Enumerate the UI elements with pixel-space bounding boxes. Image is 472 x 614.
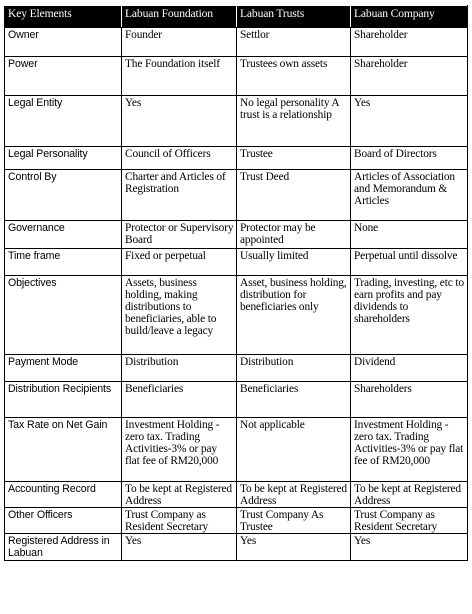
row-label: Payment Mode: [5, 355, 122, 382]
cell-trusts: Not applicable: [237, 418, 351, 482]
cell-company: Dividend: [351, 355, 468, 382]
cell-company: Articles of Association and Memorandum & Articles: [351, 170, 468, 221]
row-label: Objectives: [5, 276, 122, 355]
cell-company: Shareholders: [351, 382, 468, 418]
header-labuan-trusts: Labuan Trusts: [237, 6, 351, 28]
cell-trusts: Beneficiaries: [237, 382, 351, 418]
cell-foundation: Charter and Articles of Registration: [122, 170, 237, 221]
cell-foundation: To be kept at Registered Address: [122, 482, 237, 508]
cell-trusts: Settlor: [237, 28, 351, 57]
table-row-tax-rate: [5, 418, 468, 482]
header-labuan-company: Labuan Company: [351, 6, 468, 28]
table-row-control-by: [5, 170, 468, 221]
cell-trusts: Distribution: [237, 355, 351, 382]
row-label: Other Officers: [5, 508, 122, 534]
cell-company: Perpetual until dissolve: [351, 249, 468, 276]
cell-foundation: Yes: [122, 534, 237, 561]
cell-company: Yes: [351, 534, 468, 561]
row-label: Distribution Recipients: [5, 382, 122, 418]
table-row-payment-mode: [5, 355, 468, 382]
cell-company: None: [351, 221, 468, 249]
cell-trusts: To be kept at Registered Address: [237, 482, 351, 508]
cell-company: Trading, investing, etc to earn profits and pay dividends to shareholders: [351, 276, 468, 355]
row-label: Legal Personality: [5, 147, 122, 170]
header-key-elements: Key Elements: [5, 6, 122, 28]
cell-trusts: Trustee: [237, 147, 351, 170]
cell-foundation: Distribution: [122, 355, 237, 382]
table-header-row: [5, 6, 468, 28]
row-label: Owner: [5, 28, 122, 57]
cell-trusts: Protector may be appointed: [237, 221, 351, 249]
row-label: Registered Address in Labuan: [5, 534, 122, 561]
cell-foundation: Founder: [122, 28, 237, 57]
header-labuan-foundation: Labuan Foundation: [122, 6, 237, 28]
cell-foundation: Protector or Supervisory Board: [122, 221, 237, 249]
labuan-comparison-table: [4, 5, 468, 561]
row-label: Control By: [5, 170, 122, 221]
cell-trusts: Trust Deed: [237, 170, 351, 221]
table-row-accounting-record: [5, 482, 468, 508]
cell-foundation: Trust Company as Resident Secretary: [122, 508, 237, 534]
table-row-time-frame: [5, 249, 468, 276]
cell-company: To be kept at Registered Address: [351, 482, 468, 508]
cell-foundation: Yes: [122, 96, 237, 147]
table-row-owner: [5, 28, 468, 57]
row-label: Governance: [5, 221, 122, 249]
cell-trusts: No legal personality A trust is a relationship: [237, 96, 351, 147]
cell-trusts: Asset, business holding, distribution for beneficiaries only: [237, 276, 351, 355]
table-row-distribution-recipients: [5, 382, 468, 418]
table-row-objectives: [5, 276, 468, 355]
cell-foundation: Council of Officers: [122, 147, 237, 170]
row-label: Tax Rate on Net Gain: [5, 418, 122, 482]
cell-trusts: Yes: [237, 534, 351, 561]
comparison-table-wrapper: [4, 5, 467, 561]
row-label: Legal Entity: [5, 96, 122, 147]
cell-foundation: Beneficiaries: [122, 382, 237, 418]
table-row-registered-address: [5, 534, 468, 561]
cell-foundation: Assets, business holding, making distributions to beneficiaries, able to build/leave a legacy: [122, 276, 237, 355]
cell-foundation: Fixed or perpetual: [122, 249, 237, 276]
cell-foundation: Investment Holding - zero tax. Trading Activities-3% or pay flat fee of RM20,000: [122, 418, 237, 482]
row-label: Accounting Record: [5, 482, 122, 508]
cell-trusts: Trust Company As Trustee: [237, 508, 351, 534]
cell-trusts: Usually limited: [237, 249, 351, 276]
table-row-power: [5, 57, 468, 96]
cell-foundation: The Foundation itself: [122, 57, 237, 96]
cell-company: Board of Directors: [351, 147, 468, 170]
table-row-legal-entity: [5, 96, 468, 147]
cell-company: Shareholder: [351, 28, 468, 57]
cell-trusts: Trustees own assets: [237, 57, 351, 96]
table-row-legal-personality: [5, 147, 468, 170]
table-row-governance: [5, 221, 468, 249]
row-label: Time frame: [5, 249, 122, 276]
row-label: Power: [5, 57, 122, 96]
table-row-other-officers: [5, 508, 468, 534]
cell-company: Yes: [351, 96, 468, 147]
cell-company: Trust Company as Resident Secretary: [351, 508, 468, 534]
cell-company: Shareholder: [351, 57, 468, 96]
cell-company: Investment Holding - zero tax. Trading Activities-3% or pay flat fee of RM20,000: [351, 418, 468, 482]
